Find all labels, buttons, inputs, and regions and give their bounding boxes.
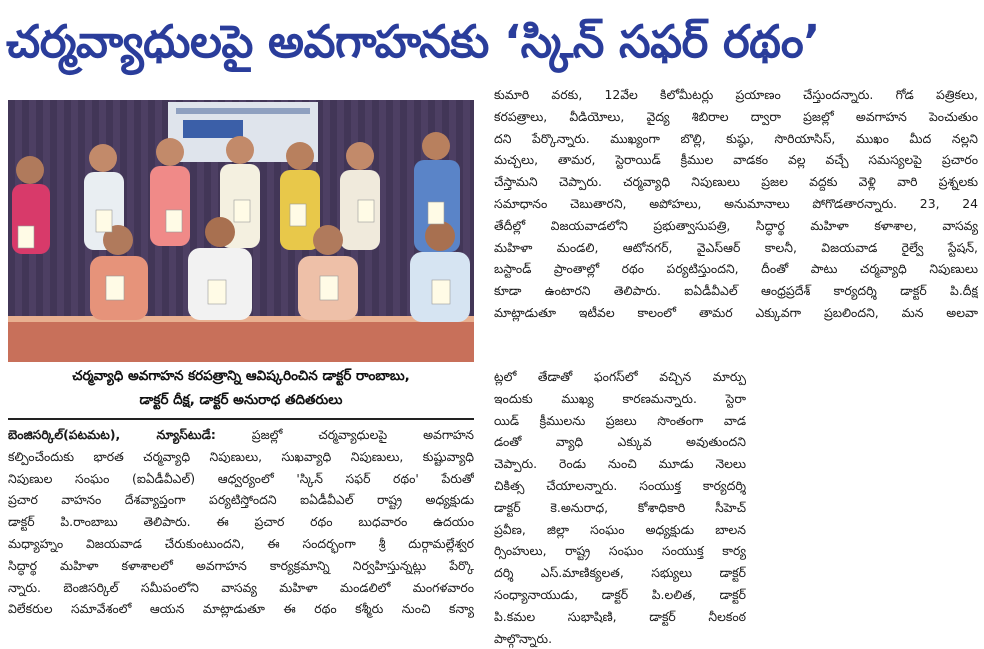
- article-line: బస్టాండ్ ప్రాంతాల్లో రథం పర్యటిస్తుందని, దీంతో పాటు చర్మవ్యాధి నిపుణులు: [494, 261, 978, 277]
- article-line: తేదీల్లో విజయవాడలోని ప్రభుత్వాసుపత్రి, సిద్ధార్థ మహిళా కళాశాల, వాసవ్య: [494, 217, 978, 233]
- article-text: ప్రజల్లో చర్మవ్యాధులపై అవగాహన: [251, 427, 474, 442]
- article-line: దని పేర్కొన్నారు. ముఖ్యంగా బొల్లి, కుష్ఠు, సొరియాసిస్, ముఖం మీద నల్లని: [494, 130, 978, 146]
- article-line: సంధ్యానాయుడు, డాక్టర్ పి.లలిత, డాక్టర్: [494, 586, 746, 602]
- article-line: మహిళా మండలి, ఆటోనగర్, వైఎస్ఆర్ కాలనీ, విజయవాడ రైల్వే స్టేషన్,: [494, 239, 978, 255]
- article-line: డంతో వ్యాధి ఎక్కువ అవుతుందని: [494, 434, 746, 450]
- article-narrow-column: [494, 366, 746, 649]
- article-line: మధ్యాహ్నం విజయవాడ చేరుకుంటుందని, ఈ సందర్భంగా శ్రీ దుర్గామల్లేశ్వర: [8, 535, 474, 551]
- caption-line-2: డాక్టర్ దీక్ష, డాక్టర్ అనురాధ తదితరులు: [139, 392, 343, 408]
- article-line: చికిత్స చేయాలన్నారు. సంయుక్త కార్యదర్శి: [494, 477, 746, 493]
- article-right-column: [494, 84, 978, 324]
- article-line: ప్రవీణ, జిల్లా సంఘం అధ్యక్షుడు బాలన: [494, 521, 746, 537]
- article-line: పాల్గొన్నారు.: [494, 630, 553, 646]
- article-line: మాట్లాడుతూ ఇటీవల కాలంలో తామర ఎక్కువగా ప్రబలిందని, మన అలవా: [494, 304, 978, 320]
- article-line: దర్శి ఎస్.మాణిక్యలత, సభ్యులు డాక్టర్: [494, 565, 746, 581]
- article-line: కల్పించేందుకు భారత చర్మవ్యాధి నిపుణులు, సుఖవ్యాధి నిపుణులు, కుష్టువ్యాధి: [8, 448, 474, 464]
- article-line: సమాధానం చెబుతారని, అపోహలు, అనుమానాలు పోగొడతారన్నారు. 23, 24: [494, 195, 978, 211]
- article-line: కుమారి వరకు, 12వేల కిలోమీటర్లు ప్రయాణం చేస్తుందన్నారు. గోడ పత్రికలు,: [494, 87, 978, 102]
- article-line: నిపుణుల సంఘం (ఐఏడీవీఎల్) ఆధ్వర్యంలో 'స్కిన్ సఫర్ రథం' పేరుతో: [8, 470, 474, 486]
- article-line: ట్లలో తేడాతో ఫంగస్‌లో వచ్చిన మార్పు: [494, 369, 746, 384]
- article-line: [8, 424, 474, 446]
- article-line: కూడా ఉంటారని తెలిపారు. ఐఏడీవీఎల్ ఆంధ్రప్రదేశ్ కార్యదర్శి డాక్టర్ పి.దీక్ష: [494, 283, 978, 299]
- article-line: చేస్తామని చెప్పారు. చర్మవ్యాధి నిపుణులు ప్రజల వద్దకు వెళ్లి వారి ప్రశ్నలకు: [494, 174, 978, 190]
- article-line: చెప్పారు. రెండు నుంచి మూడు నెలలు: [494, 456, 746, 472]
- group-photo-image: [8, 100, 474, 362]
- article-line: యిడ్ క్రీములను ప్రజలు సొంతంగా వాడ: [494, 412, 746, 428]
- article-line: కరపత్రాలు, వీడియోలు, వైద్య శిబిరాల ద్వారా ప్రజల్లో అవగాహన పెంచుతుం: [494, 108, 978, 124]
- article-line: ఇందుకు ముఖ్య కారణమన్నారు. స్టెరా: [494, 390, 746, 406]
- caption-line-1: చర్మవ్యాధి అవగాహన కరపత్రాన్ని ఆవిష్కరించిన డాక్టర్ రాంబాబు,: [72, 368, 410, 384]
- photo-caption: [8, 364, 474, 420]
- article-line: డాక్టర్ పి.రాంబాబు తెలిపారు. ఈ ప్రచార రథం బుధవారం ఉదయం: [8, 514, 474, 530]
- article-line: డాక్టర్ కె.అనురాధ, కోశాధికారి సీహెచ్: [494, 499, 746, 515]
- group-photo: [8, 100, 474, 362]
- article-left-column: [8, 424, 474, 620]
- dateline: బెంజిసర్కిల్(పటమట), న్యూస్‌టుడే:: [8, 427, 216, 442]
- article-line: ప్రచార వాహనం దేశవ్యాప్తంగా పర్యటిస్తోందని ఐఏడీవీఎల్ రాష్ట్ర అధ్యక్షుడు: [8, 492, 474, 508]
- article-line: పి.కమల సుభాషిణి, డాక్టర్ నీలకంఠ: [494, 608, 746, 624]
- article-line: న్నారు. బెంజిసర్కిల్ సమీపంలోని వాసవ్య మహిళా మండలిలో మంగళవారం: [8, 579, 474, 595]
- headline: చర్మవ్యాధులపై అవగాహనకు ‘స్కిన్ సఫర్ రథం’: [6, 15, 820, 68]
- article-line: సిద్ధార్థ మహిళా కళాశాలలో అవగాహన కార్యక్రమాన్ని నిర్వహిస్తున్నట్లు పేర్కొ: [8, 557, 474, 573]
- article-line: మచ్చలు, తామర, స్టెరాయిడ్ క్రీముల వాడకం వల్ల వచ్చే సమస్యలపై ప్రచారం: [494, 152, 978, 168]
- article-line: ర్సింహులు, రాష్ట్ర సంఘం సంయుక్త కార్య: [494, 543, 746, 559]
- article-line: విలేకరుల సమావేశంలో ఆయన మాట్లాడుతూ ఈ రథం కశ్మీరు నుంచి కన్యా: [8, 601, 474, 617]
